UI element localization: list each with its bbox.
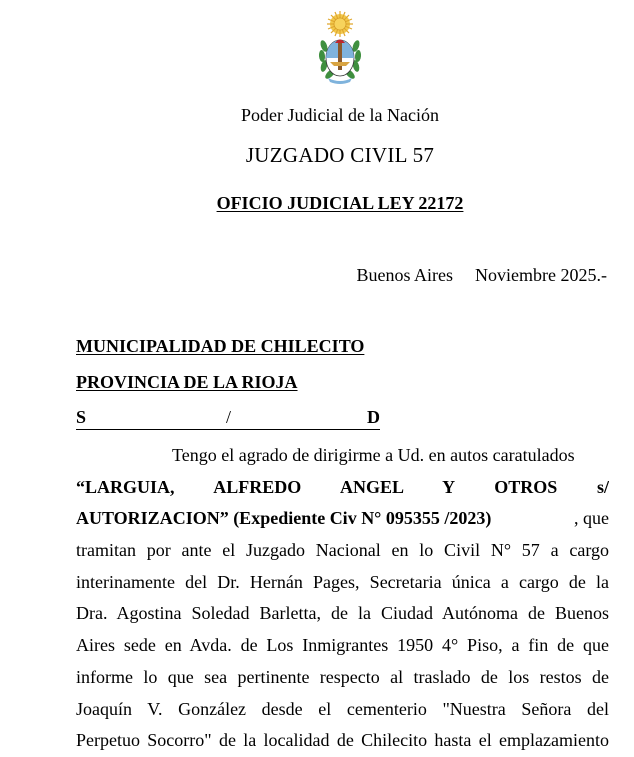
sd-d: D [367, 407, 380, 427]
court-number: JUZGADO CIVIL 57 [245, 143, 435, 167]
body-line-8: informe lo que sea pertinente respecto al traslado de los restos de [76, 666, 609, 687]
body-line-3 [76, 503, 609, 535]
sun-rays [327, 11, 353, 37]
body-line-6: Dra. Agostina Soledad Barletta, de la Ciudad Autónoma de Buenos [76, 603, 609, 624]
salutation-sd [76, 407, 380, 430]
date: Noviembre 2025.- [475, 265, 607, 285]
court-name: Poder Judicial de la Nación [241, 105, 439, 125]
body-line-1: Tengo el agrado de dirigirme a Ud. en autos caratulados [172, 445, 575, 465]
document-title: OFICIO JUDICIAL LEY 22172 [216, 193, 464, 213]
body-paragraph [76, 440, 609, 757]
sd-s: S [76, 407, 87, 427]
body-line-4: tramitan por ante el Juzgado Nacional en lo Civil N° 57 a cargo [76, 540, 609, 561]
sd-slash: / [226, 407, 232, 427]
case-reference: AUTORIZACION” (Expediente Civ N° 095355 /2023) [76, 508, 492, 529]
body-line-5: interinamente del Dr. Hernán Pages, Secretaria única a cargo de la [76, 571, 609, 592]
body-line-10: Perpetuo Socorro" de la localidad de Chilecito hasta el emplazamiento [76, 730, 609, 751]
place: Buenos Aires [356, 265, 454, 285]
addressee-line-1: MUNICIPALIDAD DE CHILECITO [76, 336, 365, 356]
body-line-3-rest: , que [574, 508, 609, 529]
place-date [357, 265, 607, 286]
ribbon [328, 78, 352, 84]
addressee-line-2: PROVINCIA DE LA RIOJA [76, 372, 298, 392]
body-line-7: Aires sede en Avda. de Los Inmigrantes 1950 4° Piso, a fin de que [76, 635, 609, 656]
body-line-9: Joaquín V. González desde el cementerio "Nuestra Señora del [76, 698, 609, 719]
shield [326, 40, 354, 77]
body-line-2: “LARGUIA, ALFREDO ANGEL Y OTROS s/ [76, 476, 609, 497]
national-coat-of-arms-icon [316, 10, 364, 86]
